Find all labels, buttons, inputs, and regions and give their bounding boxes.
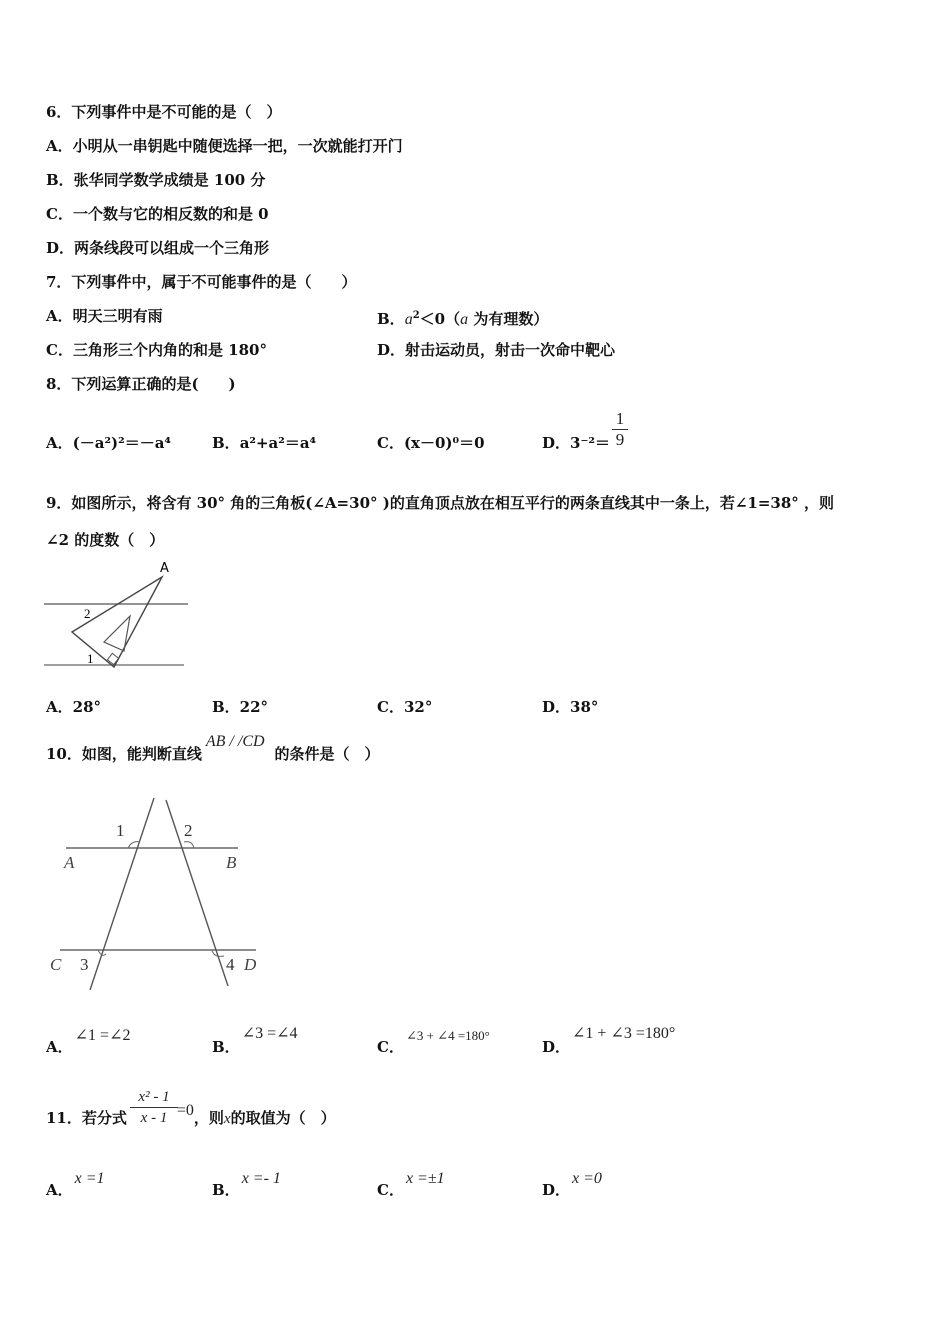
- q10-stem: [46, 733, 380, 765]
- q8-option-d[interactable]: [542, 433, 610, 453]
- label-a: A: [160, 561, 169, 576]
- q7-option-d[interactable]: D．射击运动员，射击一次命中靶心: [377, 341, 616, 359]
- label-b: B: [226, 853, 237, 872]
- q10-c-expr: ∠3 + ∠4 =180°: [405, 1028, 490, 1043]
- q8-d-expr: 3⁻²＝: [570, 434, 610, 452]
- q11-eq: =0: [176, 1102, 194, 1119]
- q11-a-label: A．: [46, 1181, 73, 1199]
- label-1: 1: [87, 651, 94, 666]
- q7-b-var: a: [404, 311, 413, 328]
- q8-d-numerator: 1: [615, 409, 625, 428]
- q10-option-a[interactable]: [46, 1027, 131, 1058]
- q7-b-rest: ＜0（: [419, 310, 461, 328]
- q11-b-label: B．: [212, 1181, 240, 1199]
- q8-d-denominator: 9: [615, 430, 625, 449]
- q10-c-label: C．: [377, 1038, 404, 1056]
- q11-option-c[interactable]: [377, 1170, 445, 1201]
- q10-b-expr: ∠3 =∠4: [241, 1025, 298, 1042]
- q6-stem: 6．下列事件中是不可能的是（ ）: [46, 103, 282, 121]
- q8-d-label: D．: [542, 434, 571, 452]
- label-a: A: [64, 853, 75, 872]
- q7-b-label: B．: [377, 310, 405, 328]
- q9-figure: [44, 556, 194, 672]
- q9-option-d[interactable]: D．38°: [542, 698, 599, 716]
- triangle-ruler: [72, 577, 162, 667]
- q7-stem: 7．下列事件中，属于不可能事件的是（ ）: [46, 273, 357, 291]
- q10-stem-math: AB / /CD: [205, 733, 265, 750]
- q11-option-d[interactable]: [542, 1170, 602, 1201]
- q11-c-expr: x =±1: [405, 1170, 445, 1187]
- q11-fraction: [130, 1088, 178, 1127]
- q11-option-a[interactable]: [46, 1170, 105, 1201]
- q8-a-label: A．: [46, 434, 73, 452]
- q10-option-c[interactable]: [377, 1028, 490, 1058]
- q9-option-a[interactable]: A．28°: [46, 698, 102, 716]
- q8-c-label: C．: [377, 434, 404, 452]
- q10-a-expr: ∠1 =∠2: [74, 1027, 131, 1044]
- q11-d-expr: x =0: [572, 1170, 602, 1187]
- q9-option-c[interactable]: C．32°: [377, 698, 433, 716]
- q10-stem-pre: 10．如图，能判断直线: [46, 745, 202, 763]
- q6-option-c[interactable]: C．一个数与它的相反数的和是 0: [46, 205, 269, 223]
- q8-b-expr: a²+a²＝a⁴: [239, 434, 317, 452]
- q7-b-var2: a: [460, 311, 469, 328]
- q11-stem-mid: ，则: [193, 1109, 224, 1127]
- q6-option-d[interactable]: D．两条线段可以组成一个三角形: [46, 239, 270, 257]
- q7-option-b[interactable]: [377, 306, 548, 330]
- q8-a-expr: (－a²)²＝－a⁴: [72, 434, 171, 452]
- q8-b-label: B．: [212, 434, 240, 452]
- q11-d-label: D．: [542, 1181, 571, 1199]
- angle2-arc: [184, 842, 194, 848]
- q10-b-label: B．: [212, 1038, 240, 1056]
- q11-a-expr: x =1: [74, 1170, 105, 1187]
- q8-option-c[interactable]: [377, 433, 485, 453]
- q11-c-label: C．: [377, 1181, 404, 1199]
- q8-c-expr: (x－0)⁰＝0: [403, 434, 485, 452]
- q11-var: x: [223, 1111, 231, 1127]
- q6-option-b[interactable]: B．张华同学数学成绩是 100 分: [46, 171, 266, 189]
- q7-option-a[interactable]: A．明天三明有雨: [46, 307, 163, 325]
- q11-stem: [46, 1102, 336, 1129]
- q8-option-a[interactable]: [46, 433, 171, 453]
- q9-stem-line2: ∠2 的度数（ ）: [46, 531, 165, 549]
- q10-d-label: D．: [542, 1038, 571, 1056]
- transversal-right: [166, 800, 228, 986]
- q11-stem-pre: 11．若分式: [46, 1109, 127, 1127]
- q10-option-b[interactable]: [212, 1025, 298, 1058]
- label-d: D: [244, 955, 257, 974]
- q7-b-end: 为有理数）: [468, 310, 549, 328]
- q7-option-c[interactable]: C．三角形三个内角的和是 180°: [46, 341, 267, 359]
- q11-denominator: x - 1: [140, 1110, 168, 1126]
- q11-b-expr: x =- 1: [241, 1170, 281, 1187]
- q11-stem-post: 的取值为（ ）: [230, 1109, 336, 1127]
- label-1: 1: [116, 821, 125, 840]
- q6-option-a[interactable]: A．小明从一串钥匙中随便选择一把，一次就能打开门: [46, 137, 403, 155]
- q11-option-b[interactable]: [212, 1170, 281, 1201]
- q10-figure: [44, 790, 274, 1000]
- label-4: 4: [226, 955, 235, 974]
- q8-option-b[interactable]: [212, 433, 316, 453]
- q8-stem: 8．下列运算正确的是( ): [46, 375, 236, 393]
- label-2: 2: [84, 606, 91, 621]
- q7-b-sup: 2: [412, 310, 420, 321]
- label-3: 3: [80, 955, 89, 974]
- q9-option-b[interactable]: B．22°: [212, 698, 269, 716]
- q11-numerator: x² - 1: [138, 1089, 170, 1105]
- q10-stem-post: 的条件是（ ）: [274, 745, 380, 763]
- label-2: 2: [184, 821, 193, 840]
- q8-d-fraction: [612, 410, 628, 449]
- fraction-bar: [130, 1107, 178, 1108]
- q10-option-d[interactable]: [542, 1025, 676, 1058]
- q9-stem-line1: 9．如图所示，将含有 30° 角的三角板(∠A=30° )的直角顶点放在相互平行的两条直线其中一条上，若∠1=38° ，则: [46, 494, 834, 512]
- q10-a-label: A．: [46, 1038, 73, 1056]
- q10-d-expr: ∠1 + ∠3 =180°: [572, 1025, 676, 1042]
- label-c: C: [50, 955, 62, 974]
